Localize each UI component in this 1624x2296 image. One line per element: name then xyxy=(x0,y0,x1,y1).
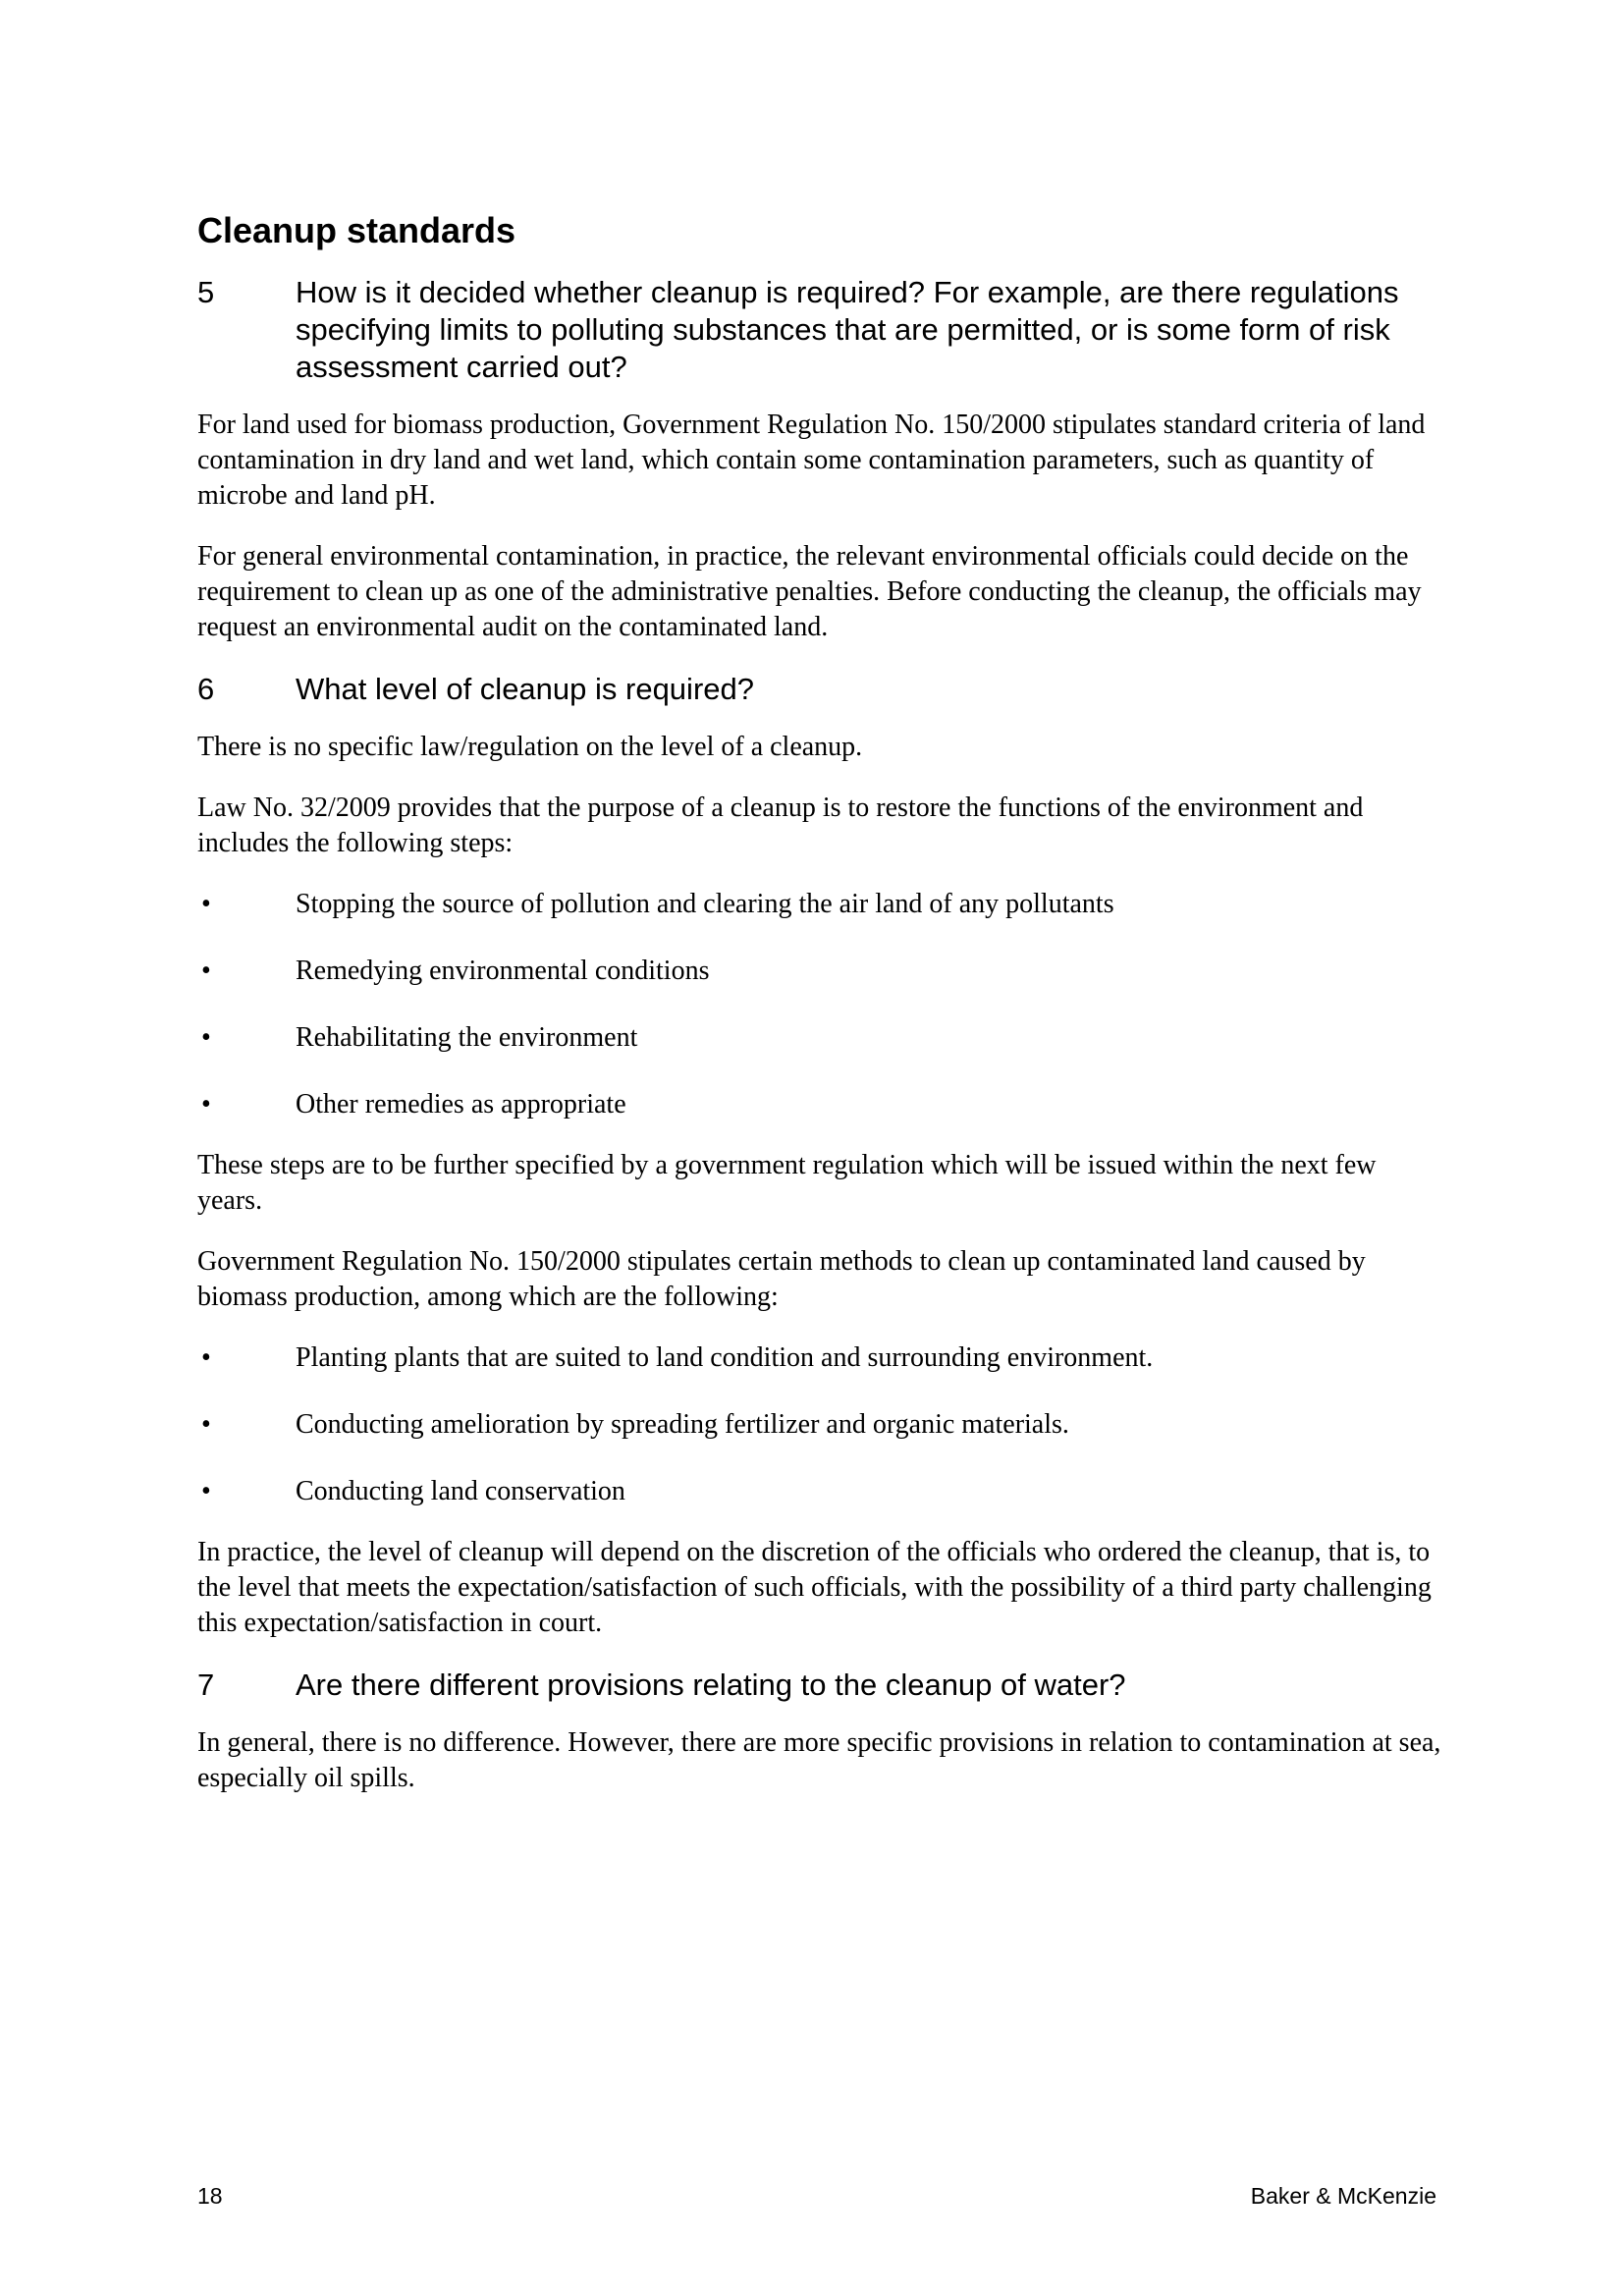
bullet-icon: • xyxy=(201,889,211,919)
question-5 xyxy=(197,274,1444,386)
question-number: 7 xyxy=(197,1667,215,1702)
list-item-text: Stopping the source of pollution and clearing the air land of any pollutants xyxy=(296,889,1114,919)
question-7 xyxy=(197,1667,1444,1704)
list-item xyxy=(197,954,1444,989)
question-text: How is it decided whether cleanup is required? For example, are there regulations specifying limits to polluting substances that are permitted, or is some form of risk assessment carried out? xyxy=(296,275,1399,384)
list-item-text: Conducting land conservation xyxy=(296,1476,625,1506)
question-text: What level of cleanup is required? xyxy=(296,672,754,706)
answer-6-paragraph: In practice, the level of cleanup will depend on the discretion of the officials who ordered the cleanup, that is, to the level that meets the expectation/satisfaction of such officials, with the possibility of a third party challenging this expectation/satisfaction in court. xyxy=(197,1537,1432,1638)
bullet-icon: • xyxy=(201,1409,211,1440)
list-item-text: Other remedies as appropriate xyxy=(296,1089,626,1120)
list-item xyxy=(197,1340,1444,1376)
question-6 xyxy=(197,671,1444,708)
list-item xyxy=(197,1087,1444,1122)
list-item xyxy=(197,1407,1444,1443)
list-item-text: Remedying environmental conditions xyxy=(296,956,710,986)
page-content xyxy=(197,209,1444,1822)
cleanup-methods-list xyxy=(197,1340,1444,1509)
list-item-text: Planting plants that are suited to land condition and surrounding environment. xyxy=(296,1342,1154,1373)
answer-7-paragraph: In general, there is no difference. However, there are more specific provisions in relation to contamination at sea, especially oil spills. xyxy=(197,1727,1441,1793)
list-item xyxy=(197,1474,1444,1509)
answer-6-paragraph: These steps are to be further specified by a government regulation which will be issued within the next few years. xyxy=(197,1150,1377,1216)
list-item xyxy=(197,1020,1444,1056)
section-title: Cleanup standards xyxy=(197,210,516,250)
question-number: 5 xyxy=(197,275,215,309)
cleanup-steps-list xyxy=(197,887,1444,1122)
bullet-icon: • xyxy=(201,1476,211,1506)
answer-6-paragraph: There is no specific law/regulation on the level of a cleanup. xyxy=(197,732,863,762)
page-footer xyxy=(197,2182,1436,2210)
answer-5-paragraph: For general environmental contamination, in practice, the relevant environmental officials could decide on the requirement to clean up as one of the administrative penalties. Before conducting the cleanup, the officials may request an environmental audit on the contaminated land. xyxy=(197,541,1422,642)
answer-5-paragraph: For land used for biomass production, Government Regulation No. 150/2000 stipulates standard criteria of land contamination in dry land and wet land, which contain some contamination parameters, such as quantity of microbe and land pH. xyxy=(197,410,1426,511)
answer-6-paragraph: Government Regulation No. 150/2000 stipulates certain methods to clean up contaminated land caused by biomass production, among which are the following: xyxy=(197,1246,1366,1312)
list-item-text: Conducting amelioration by spreading fertilizer and organic materials. xyxy=(296,1409,1069,1440)
bullet-icon: • xyxy=(201,1342,211,1373)
bullet-icon: • xyxy=(201,1022,211,1053)
question-text: Are there different provisions relating to the cleanup of water? xyxy=(296,1667,1126,1702)
list-item-text: Rehabilitating the environment xyxy=(296,1022,638,1053)
question-number: 6 xyxy=(197,672,215,706)
page-number: 18 xyxy=(197,2183,223,2209)
list-item xyxy=(197,887,1444,922)
firm-name: Baker & McKenzie xyxy=(1250,2183,1436,2209)
bullet-icon: • xyxy=(201,956,211,986)
bullet-icon: • xyxy=(201,1089,211,1120)
answer-6-paragraph: Law No. 32/2009 provides that the purpose of a cleanup is to restore the functions of the environment and includes the following steps: xyxy=(197,793,1364,858)
